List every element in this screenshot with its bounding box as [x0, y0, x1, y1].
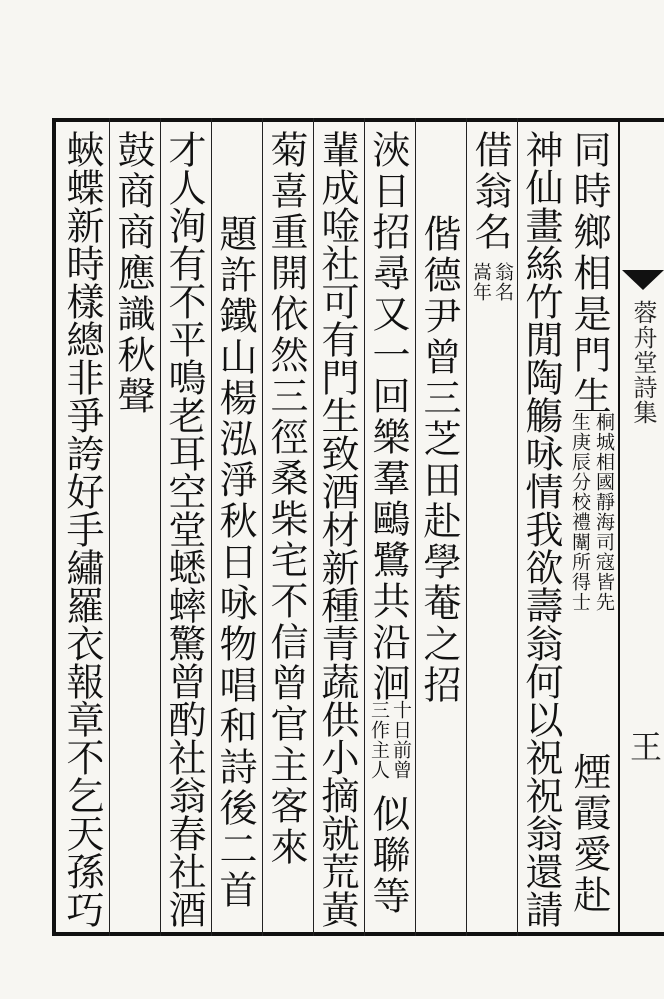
- column-rule: [517, 118, 518, 936]
- column-rule: [211, 118, 212, 936]
- poem-title: 偕德尹曾三芝田赴學菴之招: [417, 214, 461, 706]
- annotation-column: 翁名: [492, 262, 514, 302]
- column-rule: [109, 118, 110, 936]
- text-column: 似聯等: [366, 794, 410, 917]
- annotation-column: 三作主人: [368, 700, 390, 780]
- text-column: 浹日招尋又一回樂羣鷗鷺共沿洄: [366, 130, 410, 704]
- column-rule: [466, 118, 467, 936]
- column-rule: [262, 118, 263, 936]
- text-column: 蛺蝶新時樣總非爭誇好手繡羅衣報章不乞天孫巧: [60, 130, 104, 928]
- column-rule: [160, 118, 161, 936]
- text-column: 菊喜重開依然三徑桑柴宅不信曾官主客來: [264, 130, 308, 868]
- text-column: 輩成唫社可有門生致酒材新種青蔬供小摘就荒黃: [315, 130, 359, 928]
- annotation-column: 十日前曾: [390, 700, 412, 780]
- annotation-column: 桐城相國靜海司寇皆先: [593, 412, 615, 612]
- text-column: 同時鄉相是門生: [567, 130, 611, 417]
- text-column: 借翁名: [468, 130, 512, 253]
- edge-glyph: 王: [630, 728, 663, 766]
- fishtail-mark: [622, 270, 664, 290]
- banner-title: 蓉舟堂詩集: [629, 300, 657, 425]
- annotation-column: 生庚辰分校禮闈所得士: [569, 412, 591, 612]
- column-rule: [415, 118, 416, 936]
- text-column: 神仙畫絲竹閒陶觴咏情我欲壽翁何以祝祝翁還請: [519, 130, 563, 928]
- text-column: 鼓商商應識秋聲: [111, 130, 155, 417]
- annotation-column: 嵩年: [470, 262, 492, 302]
- column-rule: [313, 118, 314, 936]
- column-rule: [364, 118, 365, 936]
- frame-right-rule: [618, 118, 620, 936]
- poem-title: 題許鐵山楊泓淨秋日咏物唱和詩後二首: [213, 214, 257, 911]
- text-column: 煙霞愛赴: [567, 752, 611, 916]
- text-column: 才人洵有不平鳴老耳空堂蟋蟀驚曾酌社翁春社酒: [162, 130, 206, 928]
